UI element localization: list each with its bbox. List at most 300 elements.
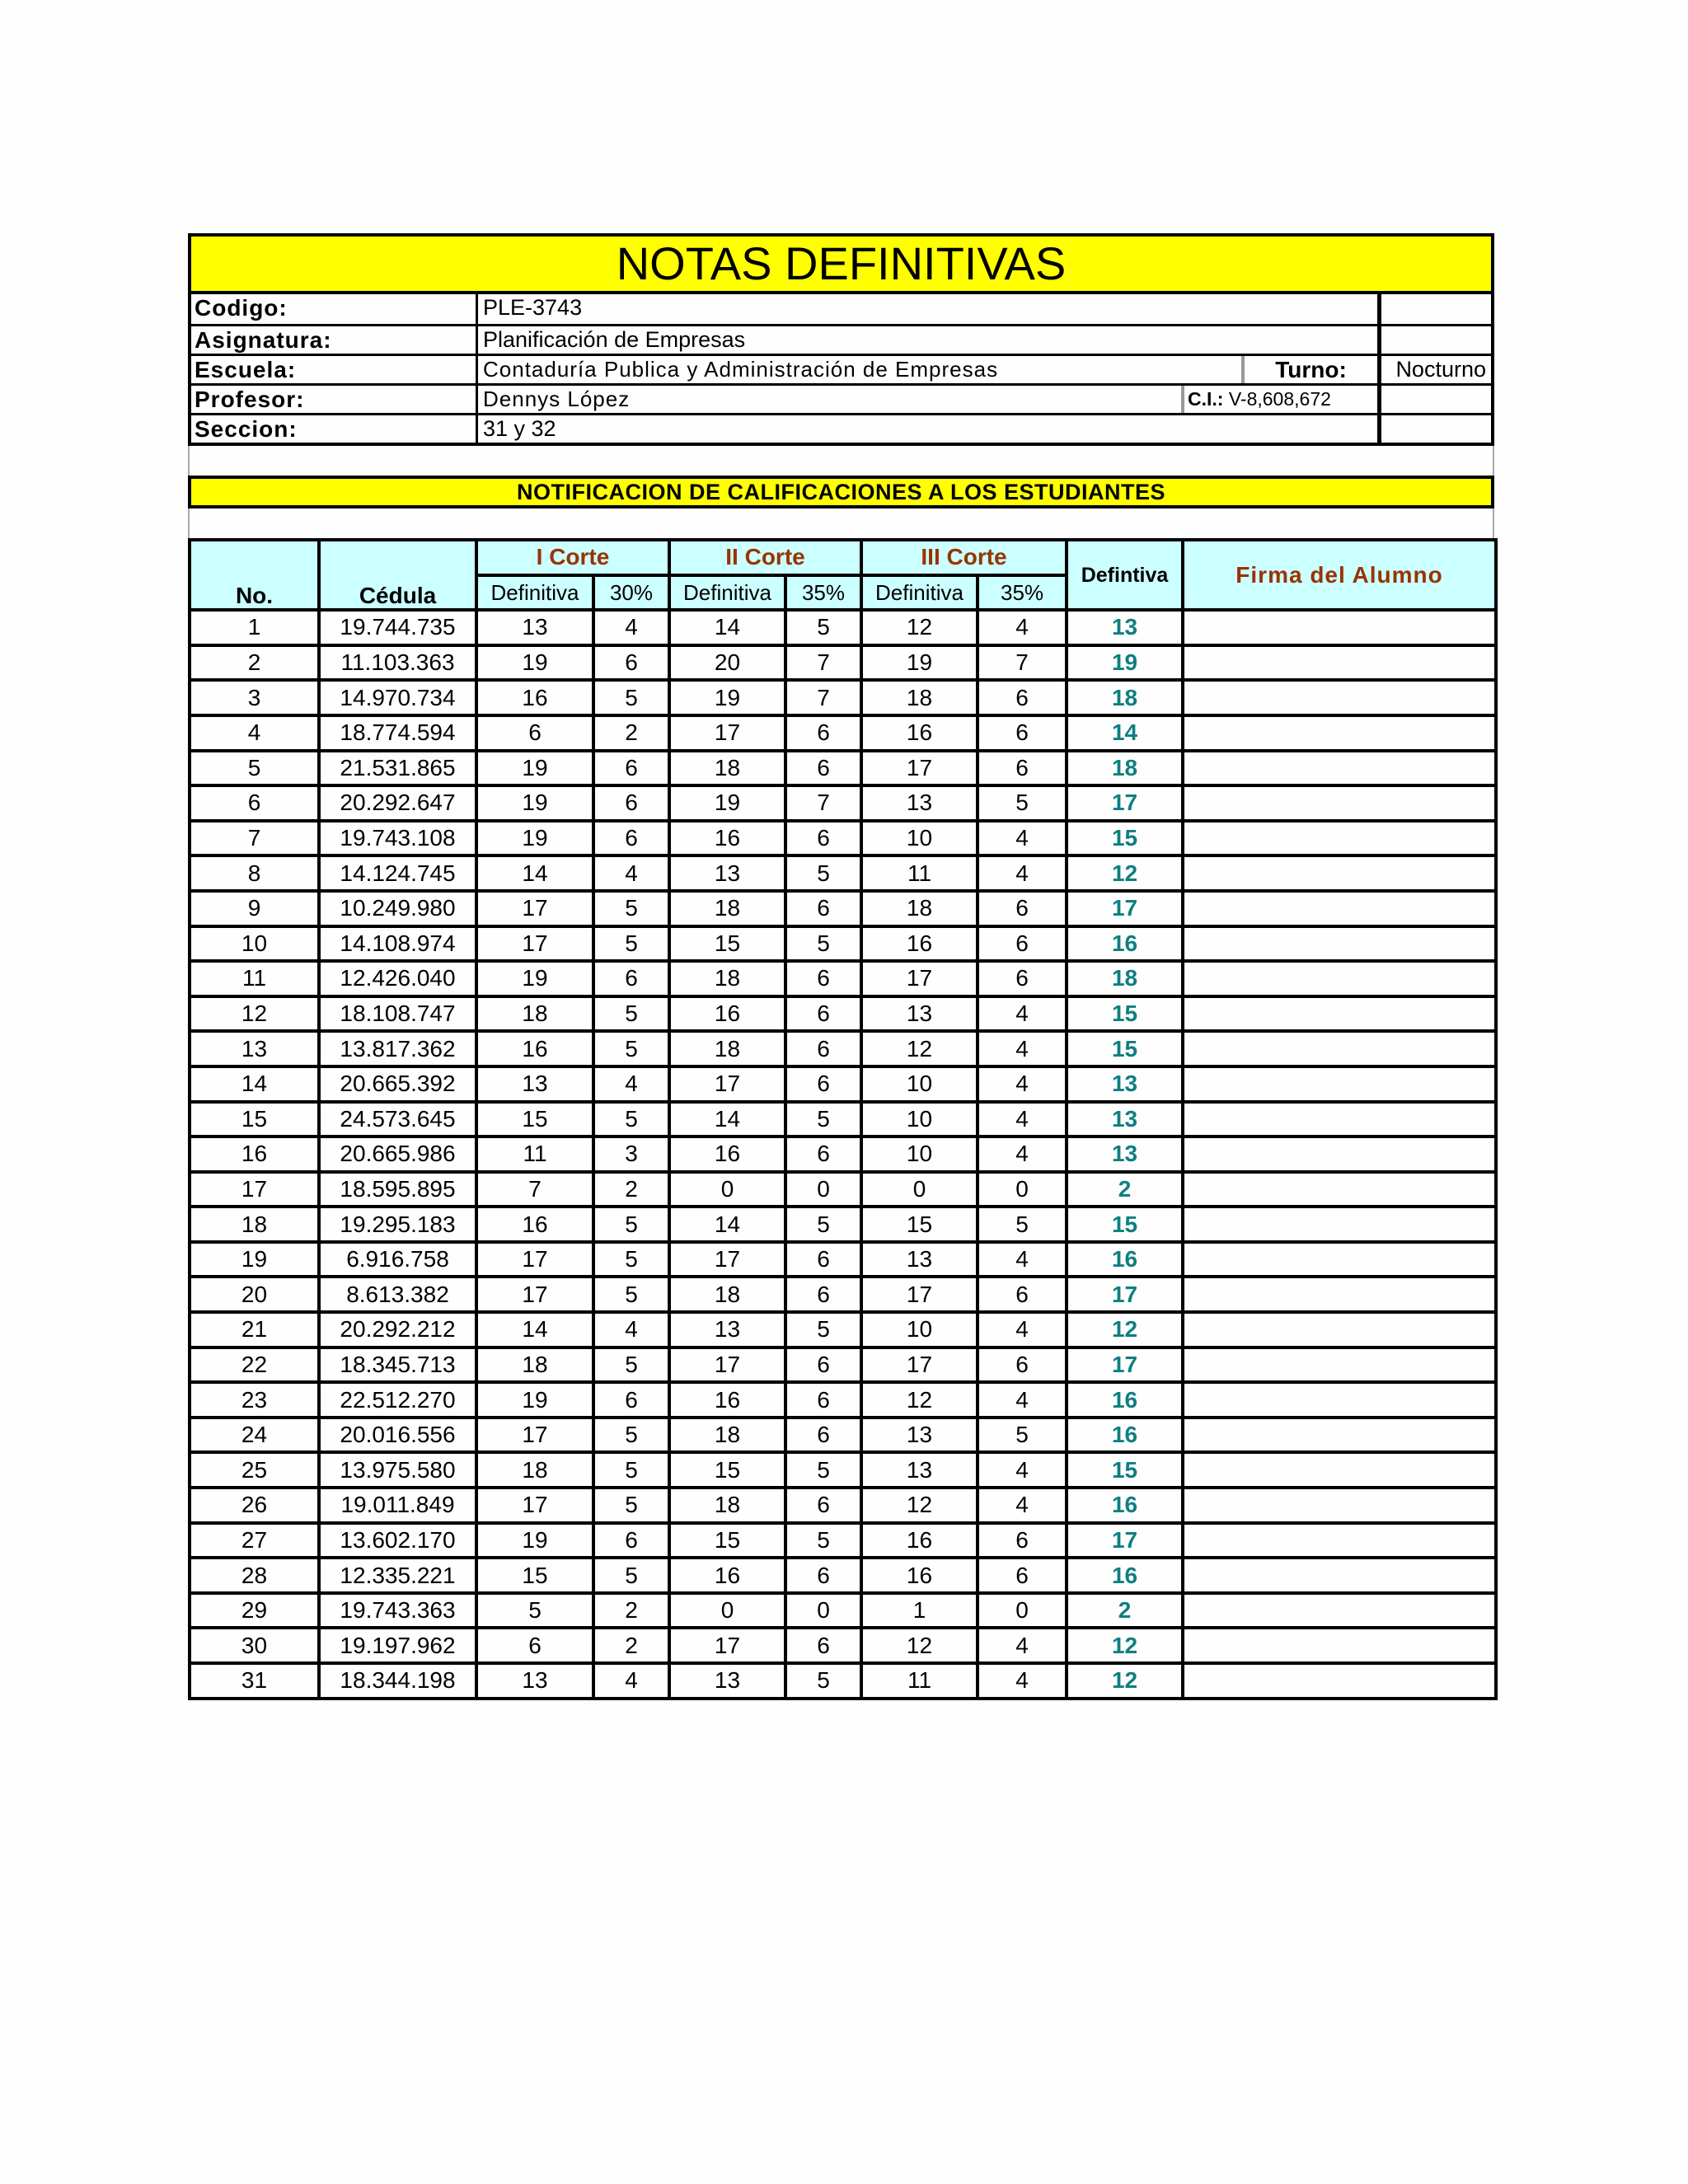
corte2-pct-cell: 0: [785, 1593, 861, 1629]
corte1-definitiva-cell: 14: [476, 1312, 593, 1347]
cedula-cell: 19.011.849: [319, 1488, 476, 1523]
student-no-cell: 29: [190, 1593, 319, 1629]
signature-cell[interactable]: [1183, 1523, 1496, 1558]
corte1-definitiva-cell: 15: [476, 1102, 593, 1137]
signature-cell[interactable]: [1183, 1312, 1496, 1347]
corte1-pct-cell: 4: [593, 610, 669, 645]
student-no-cell: 13: [190, 1031, 319, 1066]
corte3-pct-cell: 4: [978, 855, 1067, 891]
corte1-pct-cell: 5: [593, 1102, 669, 1137]
cedula-cell: 13.975.580: [319, 1452, 476, 1488]
corte2-definitiva-cell: 15: [669, 1452, 785, 1488]
table-row: [190, 1277, 1496, 1312]
student-no-cell: 31: [190, 1663, 319, 1699]
corte2-pct-cell: 6: [785, 1418, 861, 1453]
info-extra-cell: [1377, 415, 1491, 443]
corte3-definitiva-cell: 13: [861, 1418, 978, 1453]
corte3-pct-cell: 6: [978, 926, 1067, 962]
student-no-cell: 6: [190, 785, 319, 821]
signature-cell[interactable]: [1183, 785, 1496, 821]
corte1-definitiva-cell: 13: [476, 1066, 593, 1102]
cedula-cell: 24.573.645: [319, 1102, 476, 1137]
table-row: [190, 1663, 1496, 1699]
corte3-definitiva-cell: 17: [861, 1347, 978, 1383]
corte1-pct-cell: 5: [593, 1347, 669, 1383]
cedula-cell: 12.426.040: [319, 961, 476, 996]
corte3-definitiva-cell: 11: [861, 855, 978, 891]
turno-label: Turno:: [1241, 356, 1377, 383]
student-no-cell: 10: [190, 926, 319, 962]
student-no-cell: 5: [190, 751, 319, 786]
corte1-pct-cell: 4: [593, 1312, 669, 1347]
corte3-pct-cell: 4: [978, 1031, 1067, 1066]
corte1-pct-cell: 4: [593, 855, 669, 891]
final-grade-cell: 15: [1067, 1452, 1183, 1488]
cedula-cell: 18.108.747: [319, 996, 476, 1032]
corte3-definitiva-cell: 12: [861, 1488, 978, 1523]
corte3-definitiva-cell: 10: [861, 821, 978, 856]
corte1-definitiva-cell: 19: [476, 1382, 593, 1418]
corte3-definitiva-cell: 16: [861, 926, 978, 962]
corte1-pct-cell: 6: [593, 645, 669, 681]
corte1-pct-cell: 4: [593, 1663, 669, 1699]
cedula-cell: 22.512.270: [319, 1382, 476, 1418]
corte3-pct-cell: 4: [978, 1066, 1067, 1102]
corte2-pct-cell: 5: [785, 1523, 861, 1558]
corte2-definitiva-cell: 18: [669, 1488, 785, 1523]
corte3-definitiva-cell: 0: [861, 1172, 978, 1207]
spacer: [188, 446, 1494, 476]
table-row: [190, 821, 1496, 856]
corte1-definitiva-cell: 17: [476, 1277, 593, 1312]
corte3-definitiva-cell: 12: [861, 1628, 978, 1663]
table-row: [190, 891, 1496, 926]
corte3-pct-cell: 4: [978, 1628, 1067, 1663]
header-sub-35: 35%: [785, 575, 861, 611]
corte2-definitiva-cell: 18: [669, 1277, 785, 1312]
final-grade-cell: 16: [1067, 1558, 1183, 1593]
signature-cell[interactable]: [1183, 1207, 1496, 1242]
corte3-pct-cell: 4: [978, 1452, 1067, 1488]
corte3-pct-cell: 4: [978, 821, 1067, 856]
corte3-definitiva-cell: 13: [861, 996, 978, 1032]
corte1-definitiva-cell: 11: [476, 1137, 593, 1172]
header-sub-35: 35%: [978, 575, 1067, 611]
signature-cell[interactable]: [1183, 1031, 1496, 1066]
corte3-pct-cell: 5: [978, 1207, 1067, 1242]
header-corte-1: I Corte: [476, 540, 669, 575]
corte2-definitiva-cell: 16: [669, 996, 785, 1032]
seccion-value: 31 y 32: [483, 416, 556, 441]
cedula-cell: 10.249.980: [319, 891, 476, 926]
corte2-pct-cell: 6: [785, 715, 861, 751]
corte3-definitiva-cell: 12: [861, 1031, 978, 1066]
signature-cell[interactable]: [1183, 680, 1496, 715]
corte1-definitiva-cell: 13: [476, 610, 593, 645]
corte3-definitiva-cell: 17: [861, 961, 978, 996]
table-row: [190, 1137, 1496, 1172]
corte2-pct-cell: 6: [785, 1242, 861, 1277]
corte1-pct-cell: 5: [593, 1277, 669, 1312]
corte1-pct-cell: 5: [593, 1418, 669, 1453]
corte1-pct-cell: 6: [593, 961, 669, 996]
final-grade-cell: 16: [1067, 1488, 1183, 1523]
corte2-pct-cell: 6: [785, 1066, 861, 1102]
corte3-definitiva-cell: 18: [861, 680, 978, 715]
student-no-cell: 19: [190, 1242, 319, 1277]
signature-cell[interactable]: [1183, 1452, 1496, 1488]
header-cedula: Cédula: [319, 540, 476, 610]
corte1-pct-cell: 5: [593, 1488, 669, 1523]
header-sub-definitiva: Definitiva: [861, 575, 978, 611]
corte1-definitiva-cell: 7: [476, 1172, 593, 1207]
header-sub-30: 30%: [593, 575, 669, 611]
student-no-cell: 7: [190, 821, 319, 856]
table-row: [190, 1207, 1496, 1242]
corte1-definitiva-cell: 17: [476, 891, 593, 926]
signature-cell[interactable]: [1183, 1628, 1496, 1663]
corte2-definitiva-cell: 14: [669, 610, 785, 645]
student-no-cell: 27: [190, 1523, 319, 1558]
corte1-pct-cell: 5: [593, 1558, 669, 1593]
corte2-definitiva-cell: 16: [669, 1137, 785, 1172]
notification-banner: NOTIFICACION DE CALIFICACIONES A LOS ESTUDIANTES: [188, 476, 1494, 509]
cedula-cell: 20.292.647: [319, 785, 476, 821]
corte2-pct-cell: 7: [785, 785, 861, 821]
corte1-definitiva-cell: 13: [476, 1663, 593, 1699]
signature-cell[interactable]: [1183, 1347, 1496, 1383]
corte3-definitiva-cell: 16: [861, 1523, 978, 1558]
student-no-cell: 18: [190, 1207, 319, 1242]
cedula-cell: 20.665.392: [319, 1066, 476, 1102]
table-row: [190, 1031, 1496, 1066]
corte1-pct-cell: 5: [593, 926, 669, 962]
corte1-definitiva-cell: 19: [476, 1523, 593, 1558]
corte3-pct-cell: 6: [978, 680, 1067, 715]
corte2-definitiva-cell: 19: [669, 785, 785, 821]
corte1-pct-cell: 6: [593, 1523, 669, 1558]
info-extra-cell: [1377, 386, 1491, 413]
signature-cell[interactable]: [1183, 821, 1496, 856]
corte1-pct-cell: 5: [593, 1031, 669, 1066]
table-row: [190, 1242, 1496, 1277]
corte1-pct-cell: 6: [593, 821, 669, 856]
student-no-cell: 12: [190, 996, 319, 1032]
corte3-definitiva-cell: 12: [861, 610, 978, 645]
signature-cell[interactable]: [1183, 926, 1496, 962]
corte3-pct-cell: 6: [978, 1523, 1067, 1558]
turno-value: Nocturno: [1377, 356, 1491, 383]
corte3-definitiva-cell: 13: [861, 1242, 978, 1277]
corte2-definitiva-cell: 17: [669, 1242, 785, 1277]
cedula-cell: 13.817.362: [319, 1031, 476, 1066]
corte2-definitiva-cell: 14: [669, 1207, 785, 1242]
final-grade-cell: 12: [1067, 1312, 1183, 1347]
corte2-definitiva-cell: 13: [669, 855, 785, 891]
header-corte-3: III Corte: [861, 540, 1067, 575]
signature-cell[interactable]: [1183, 891, 1496, 926]
corte1-pct-cell: 2: [593, 1628, 669, 1663]
corte1-definitiva-cell: 16: [476, 680, 593, 715]
table-row: [190, 751, 1496, 786]
cedula-cell: 19.743.363: [319, 1593, 476, 1629]
profesor-cell: [478, 386, 1377, 413]
corte1-pct-cell: 4: [593, 1066, 669, 1102]
table-row: [190, 645, 1496, 681]
info-row-seccion: [191, 413, 1491, 443]
table-row: [190, 1066, 1496, 1102]
course-info: [188, 294, 1494, 446]
info-extra-cell: [1377, 326, 1491, 354]
cedula-cell: 19.197.962: [319, 1628, 476, 1663]
table-row: [190, 610, 1496, 645]
seccion-label: Seccion:: [191, 415, 478, 443]
table-row: [190, 855, 1496, 891]
corte3-pct-cell: 0: [978, 1172, 1067, 1207]
corte2-definitiva-cell: 18: [669, 751, 785, 786]
corte2-definitiva-cell: 19: [669, 680, 785, 715]
signature-cell[interactable]: [1183, 1382, 1496, 1418]
signature-cell[interactable]: [1183, 715, 1496, 751]
corte3-definitiva-cell: 1: [861, 1593, 978, 1629]
signature-cell[interactable]: [1183, 961, 1496, 996]
table-row: [190, 1172, 1496, 1207]
corte3-pct-cell: 4: [978, 1663, 1067, 1699]
corte3-pct-cell: 6: [978, 715, 1067, 751]
final-grade-cell: 13: [1067, 1066, 1183, 1102]
table-row: [190, 1312, 1496, 1347]
cedula-cell: 20.016.556: [319, 1418, 476, 1453]
final-grade-cell: 17: [1067, 891, 1183, 926]
cedula-cell: 14.108.974: [319, 926, 476, 962]
cedula-cell: 20.665.986: [319, 1137, 476, 1172]
corte1-definitiva-cell: 19: [476, 821, 593, 856]
corte2-definitiva-cell: 16: [669, 1382, 785, 1418]
final-grade-cell: 15: [1067, 1207, 1183, 1242]
signature-cell[interactable]: [1183, 610, 1496, 645]
corte3-pct-cell: 4: [978, 1137, 1067, 1172]
table-row: [190, 715, 1496, 751]
cedula-cell: 12.335.221: [319, 1558, 476, 1593]
corte2-pct-cell: 6: [785, 996, 861, 1032]
escuela-label: Escuela:: [191, 356, 478, 383]
student-no-cell: 21: [190, 1312, 319, 1347]
corte1-pct-cell: 5: [593, 1452, 669, 1488]
student-no-cell: 25: [190, 1452, 319, 1488]
table-row: [190, 1347, 1496, 1383]
corte3-pct-cell: 6: [978, 1558, 1067, 1593]
corte1-pct-cell: 2: [593, 1172, 669, 1207]
corte2-pct-cell: 5: [785, 1312, 861, 1347]
corte3-definitiva-cell: 10: [861, 1066, 978, 1102]
signature-cell[interactable]: [1183, 1137, 1496, 1172]
corte3-definitiva-cell: 19: [861, 645, 978, 681]
final-grade-cell: 15: [1067, 1031, 1183, 1066]
escuela-value: Contaduría Publica y Administración de Empresas: [483, 357, 999, 382]
student-no-cell: 1: [190, 610, 319, 645]
info-row-escuela: [191, 354, 1491, 383]
signature-cell[interactable]: [1183, 1488, 1496, 1523]
signature-cell[interactable]: [1183, 751, 1496, 786]
corte3-definitiva-cell: 16: [861, 715, 978, 751]
codigo-value: PLE-3743: [483, 295, 583, 320]
corte1-pct-cell: 3: [593, 1137, 669, 1172]
signature-cell[interactable]: [1183, 1558, 1496, 1593]
corte2-pct-cell: 6: [785, 1628, 861, 1663]
signature-cell[interactable]: [1183, 1277, 1496, 1312]
table-row: [190, 1628, 1496, 1663]
header-firma: Firma del Alumno: [1183, 540, 1496, 610]
table-row: [190, 1558, 1496, 1593]
corte2-definitiva-cell: 13: [669, 1312, 785, 1347]
corte2-definitiva-cell: 15: [669, 1523, 785, 1558]
final-grade-cell: 17: [1067, 1277, 1183, 1312]
cedula-cell: 21.531.865: [319, 751, 476, 786]
student-no-cell: 28: [190, 1558, 319, 1593]
final-grade-cell: 13: [1067, 1102, 1183, 1137]
signature-cell[interactable]: [1183, 1066, 1496, 1102]
corte2-pct-cell: 6: [785, 961, 861, 996]
corte2-pct-cell: 6: [785, 1558, 861, 1593]
student-no-cell: 11: [190, 961, 319, 996]
profesor-label: Profesor:: [191, 386, 478, 413]
final-grade-cell: 12: [1067, 1663, 1183, 1699]
corte3-definitiva-cell: 17: [861, 1277, 978, 1312]
cedula-cell: 18.345.713: [319, 1347, 476, 1383]
corte2-pct-cell: 5: [785, 1207, 861, 1242]
final-grade-cell: 13: [1067, 1137, 1183, 1172]
asignatura-value: Planificación de Empresas: [483, 327, 746, 352]
corte2-pct-cell: 6: [785, 821, 861, 856]
student-no-cell: 3: [190, 680, 319, 715]
table-row: [190, 1523, 1496, 1558]
header-sub-definitiva: Definitiva: [476, 575, 593, 611]
signature-cell[interactable]: [1183, 1418, 1496, 1453]
corte1-pct-cell: 5: [593, 1242, 669, 1277]
corte3-definitiva-cell: 12: [861, 1382, 978, 1418]
corte2-pct-cell: 5: [785, 855, 861, 891]
corte2-pct-cell: 6: [785, 1347, 861, 1383]
corte2-definitiva-cell: 16: [669, 1558, 785, 1593]
codigo-label: Codigo:: [191, 294, 478, 324]
signature-cell[interactable]: [1183, 1593, 1496, 1629]
signature-cell[interactable]: [1183, 1663, 1496, 1699]
cedula-cell: 19.295.183: [319, 1207, 476, 1242]
corte1-pct-cell: 6: [593, 785, 669, 821]
header-no: No.: [190, 540, 319, 610]
table-row: [190, 680, 1496, 715]
student-no-cell: 14: [190, 1066, 319, 1102]
final-grade-cell: 17: [1067, 1347, 1183, 1383]
corte2-definitiva-cell: 0: [669, 1172, 785, 1207]
corte2-pct-cell: 7: [785, 680, 861, 715]
corte2-definitiva-cell: 17: [669, 1628, 785, 1663]
corte3-pct-cell: 6: [978, 1347, 1067, 1383]
corte2-pct-cell: 5: [785, 1452, 861, 1488]
cedula-cell: 18.774.594: [319, 715, 476, 751]
spacer: [188, 509, 1494, 538]
final-grade-cell: 12: [1067, 1628, 1183, 1663]
corte3-pct-cell: 4: [978, 610, 1067, 645]
table-row: [190, 961, 1496, 996]
cedula-cell: 20.292.212: [319, 1312, 476, 1347]
corte1-pct-cell: 6: [593, 1382, 669, 1418]
table-row: [190, 1488, 1496, 1523]
corte3-pct-cell: 7: [978, 645, 1067, 681]
final-grade-cell: 16: [1067, 1382, 1183, 1418]
info-row-profesor: [191, 383, 1491, 413]
info-extra-cell: [1377, 294, 1491, 324]
corte1-pct-cell: 2: [593, 1593, 669, 1629]
corte1-definitiva-cell: 17: [476, 926, 593, 962]
table-row: [190, 1382, 1496, 1418]
header-sub-definitiva: Definitiva: [669, 575, 785, 611]
cedula-cell: 18.344.198: [319, 1663, 476, 1699]
cedula-cell: 8.613.382: [319, 1277, 476, 1312]
corte3-pct-cell: 4: [978, 1488, 1067, 1523]
final-grade-cell: 2: [1067, 1172, 1183, 1207]
signature-cell[interactable]: [1183, 1102, 1496, 1137]
corte3-pct-cell: 4: [978, 996, 1067, 1032]
corte2-definitiva-cell: 13: [669, 1663, 785, 1699]
corte2-pct-cell: 6: [785, 1488, 861, 1523]
final-grade-cell: 18: [1067, 961, 1183, 996]
final-grade-cell: 15: [1067, 821, 1183, 856]
student-no-cell: 8: [190, 855, 319, 891]
corte2-definitiva-cell: 20: [669, 645, 785, 681]
corte3-pct-cell: 5: [978, 785, 1067, 821]
corte2-pct-cell: 5: [785, 1102, 861, 1137]
header-definitiva: Defintiva: [1067, 540, 1183, 610]
corte3-definitiva-cell: 10: [861, 1102, 978, 1137]
student-no-cell: 17: [190, 1172, 319, 1207]
corte2-pct-cell: 5: [785, 926, 861, 962]
final-grade-cell: 19: [1067, 645, 1183, 681]
corte1-pct-cell: 2: [593, 715, 669, 751]
corte1-definitiva-cell: 17: [476, 1242, 593, 1277]
signature-cell[interactable]: [1183, 645, 1496, 681]
grades-table: [188, 538, 1498, 1700]
signature-cell[interactable]: [1183, 1242, 1496, 1277]
signature-cell[interactable]: [1183, 855, 1496, 891]
corte3-pct-cell: 4: [978, 1312, 1067, 1347]
corte3-definitiva-cell: 11: [861, 1663, 978, 1699]
corte1-pct-cell: 5: [593, 891, 669, 926]
table-row: [190, 1593, 1496, 1629]
corte1-pct-cell: 6: [593, 751, 669, 786]
table-row: [190, 996, 1496, 1032]
final-grade-cell: 18: [1067, 751, 1183, 786]
grades-sheet: [188, 233, 1494, 1700]
corte3-definitiva-cell: 13: [861, 785, 978, 821]
student-no-cell: 15: [190, 1102, 319, 1137]
corte2-pct-cell: 5: [785, 1663, 861, 1699]
final-grade-cell: 13: [1067, 610, 1183, 645]
ci-label: C.I.:: [1188, 388, 1224, 410]
corte2-pct-cell: 0: [785, 1172, 861, 1207]
ci-value: V-8,608,672: [1228, 388, 1331, 410]
escuela-cell: [478, 356, 1377, 383]
student-no-cell: 9: [190, 891, 319, 926]
signature-cell[interactable]: [1183, 1172, 1496, 1207]
signature-cell[interactable]: [1183, 996, 1496, 1032]
corte2-pct-cell: 7: [785, 645, 861, 681]
corte2-pct-cell: 6: [785, 751, 861, 786]
table-row: [190, 1418, 1496, 1453]
corte1-definitiva-cell: 16: [476, 1031, 593, 1066]
corte3-definitiva-cell: 18: [861, 891, 978, 926]
corte3-pct-cell: 6: [978, 751, 1067, 786]
